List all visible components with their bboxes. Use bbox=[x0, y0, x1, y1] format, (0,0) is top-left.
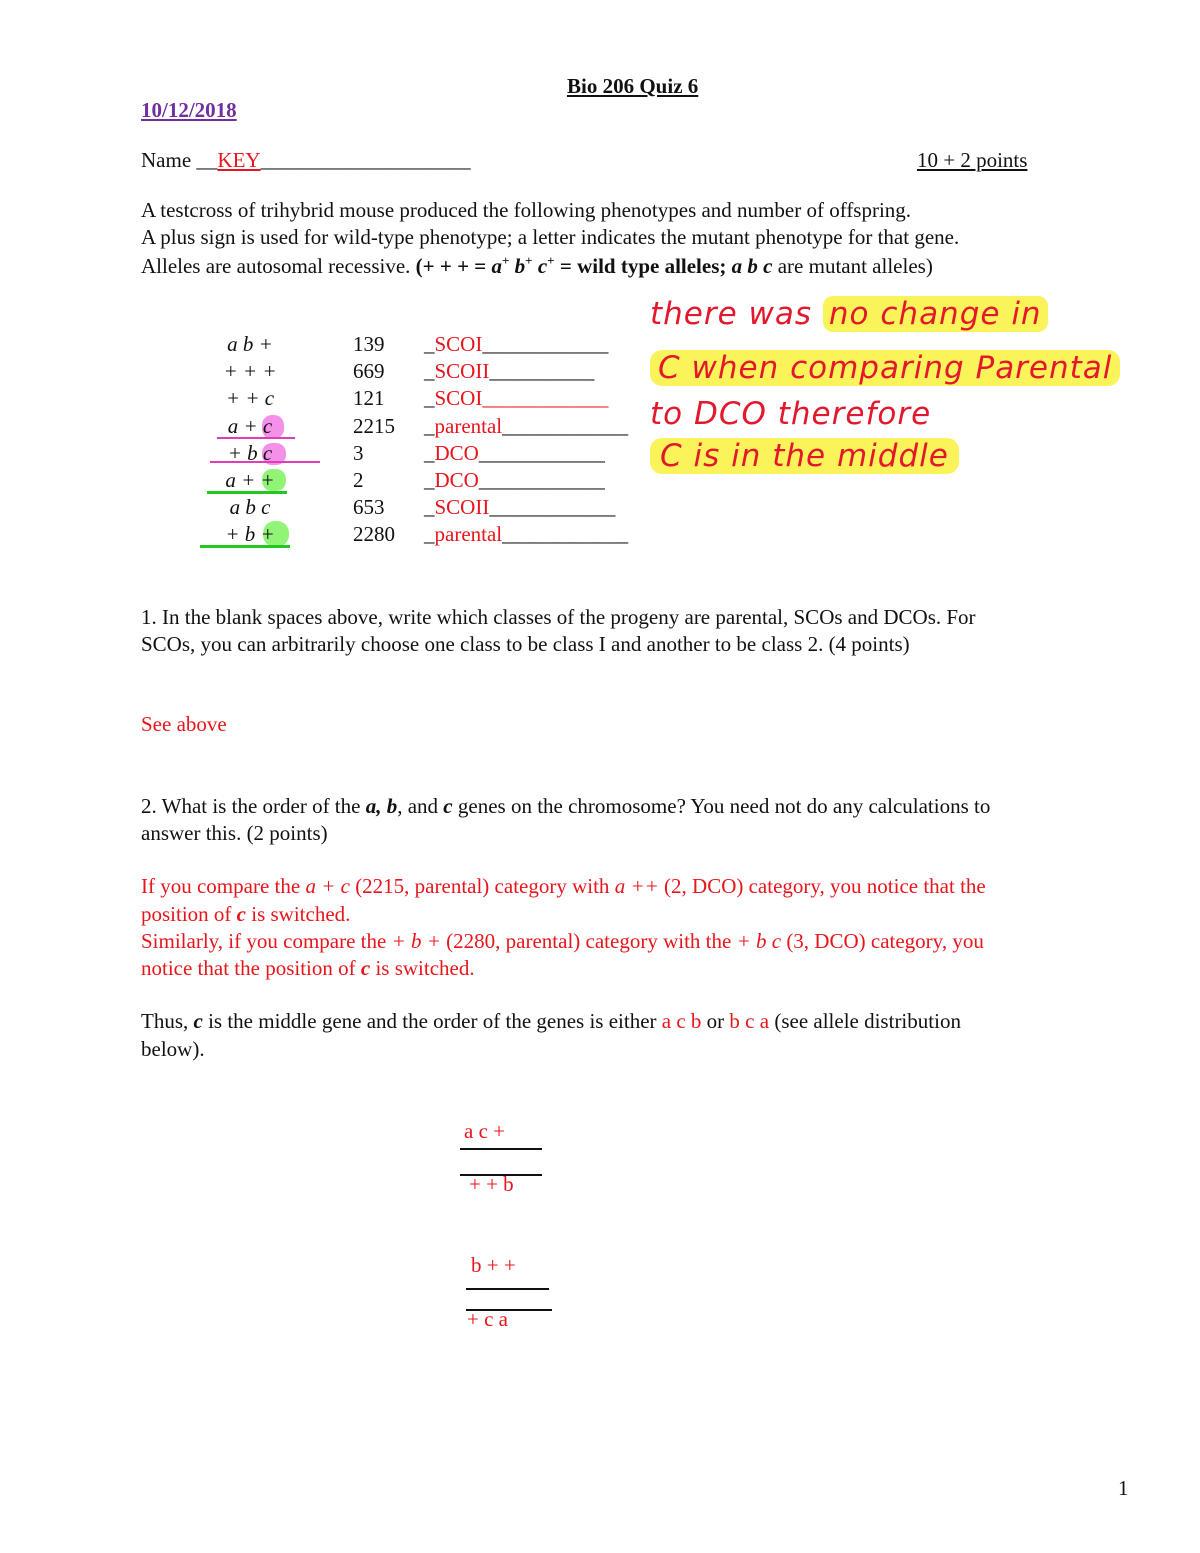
class-field bbox=[424, 495, 615, 520]
q2-answer-line-1 bbox=[141, 874, 986, 899]
blank-prefix: _ bbox=[424, 522, 435, 546]
class-answer: parental bbox=[434, 414, 503, 438]
phenotype: a + c bbox=[227, 414, 273, 438]
ans-phenotype: + b + bbox=[391, 929, 441, 953]
q1-text-line-2: SCOs, you can arbitrarily choose one class to be class I and another to be class 2. (4 points) bbox=[141, 632, 910, 656]
offspring-count: 669 bbox=[353, 359, 385, 383]
ans-text: (2215, parental) category with bbox=[349, 874, 615, 898]
offspring-count: 2280 bbox=[353, 522, 395, 546]
diagram-1-top: a c + bbox=[464, 1119, 505, 1143]
class-answer: parental bbox=[434, 522, 503, 546]
note-text: there was bbox=[650, 296, 823, 332]
diagram-1-divider bbox=[460, 1148, 542, 1150]
class-field bbox=[424, 359, 594, 384]
blank-tail: ____________ bbox=[502, 522, 629, 546]
offspring-count: 121 bbox=[353, 386, 385, 410]
sup-plus: + bbox=[547, 253, 555, 268]
q1-answer: See above bbox=[141, 712, 227, 736]
phenotype: a b c bbox=[229, 495, 271, 519]
diagram-2-top: b + + bbox=[471, 1253, 516, 1277]
handwritten-note-line-3: to DCO therefore bbox=[650, 396, 932, 432]
conclusion-text: Thus, bbox=[141, 1009, 194, 1033]
conclusion-text: or bbox=[701, 1009, 730, 1033]
q2-answer-line-4 bbox=[141, 956, 475, 981]
intro-line-3 bbox=[141, 253, 933, 279]
wildtype-label: wild type alleles; bbox=[577, 254, 732, 278]
gene-c: c bbox=[236, 902, 246, 926]
class-field bbox=[424, 386, 608, 411]
offspring-count: 139 bbox=[353, 332, 385, 356]
ans-phenotype: a + c bbox=[305, 874, 350, 898]
class-answer: DCO bbox=[434, 441, 479, 465]
intro-line-3-end: are mutant alleles) bbox=[772, 254, 933, 278]
ans-text: (3, DCO) category, you bbox=[781, 929, 984, 953]
q1-text-line-1: 1. In the blank spaces above, write which classes of the progeny are parental, SCOs and DCOs. For bbox=[141, 605, 976, 629]
blank-tail: ____________ bbox=[478, 441, 605, 465]
allele-b: b bbox=[514, 254, 526, 278]
allele-a: a bbox=[491, 254, 502, 278]
intro-line-1: A testcross of trihybrid mouse produced the following phenotypes and number of offspring. bbox=[141, 198, 912, 222]
conclusion-text: is the middle gene and the order of the genes is either bbox=[202, 1009, 662, 1033]
blank-prefix: _ bbox=[424, 441, 435, 465]
class-answer: SCOI bbox=[434, 332, 483, 356]
q2-conclusion-line-2: below). bbox=[141, 1037, 205, 1061]
class-answer: SCOI bbox=[434, 386, 483, 410]
blank-tail: __________ bbox=[489, 359, 595, 383]
handwritten-note-line-2 bbox=[650, 350, 1120, 386]
ans-text: (2, DCO) category, you notice that the bbox=[658, 874, 986, 898]
q2-and: , and bbox=[397, 794, 444, 818]
name-label: Name __ bbox=[141, 148, 218, 172]
page-number: 1 bbox=[1118, 1476, 1129, 1500]
gene-a: a, bbox=[365, 794, 382, 818]
blank-tail: ____________ bbox=[478, 468, 605, 492]
ans-text: position of bbox=[141, 902, 237, 926]
q2-answer-line-2 bbox=[141, 902, 350, 927]
name-blank: ____________________ bbox=[260, 148, 471, 172]
class-field bbox=[424, 332, 608, 357]
blank-tail: ____________ bbox=[482, 386, 609, 410]
gene-c: c bbox=[443, 794, 453, 818]
equals: = bbox=[554, 254, 578, 278]
class-answer: SCOII bbox=[434, 359, 490, 383]
blank-prefix: _ bbox=[424, 495, 435, 519]
sup-plus: + bbox=[502, 253, 510, 268]
blank-tail: ____________ bbox=[482, 332, 609, 356]
ans-text: (2280, parental) category with the bbox=[440, 929, 737, 953]
allele-c: c bbox=[537, 254, 548, 278]
phenotype: + b + bbox=[225, 522, 275, 546]
handwritten-note-line-1 bbox=[650, 296, 1048, 332]
q2-text-line-1 bbox=[141, 794, 990, 819]
blank-prefix: _ bbox=[424, 414, 435, 438]
note-highlight: C is in the middle bbox=[650, 438, 959, 474]
intro-line-3-text: Alleles are autosomal recessive. bbox=[141, 254, 416, 278]
phenotype: a + + bbox=[225, 468, 275, 492]
class-field bbox=[424, 522, 628, 547]
class-field bbox=[424, 468, 605, 493]
intro-line-2: A plus sign is used for wild-type phenotype; a letter indicates the mutant phenotype for that gene. bbox=[141, 225, 960, 249]
q2-text: 2. What is the order of the bbox=[141, 794, 366, 818]
points-total: 10 + 2 points bbox=[917, 148, 1028, 172]
blank-tail: ____________ bbox=[489, 495, 616, 519]
gene-order-2: b c a bbox=[729, 1009, 770, 1033]
gene-order-1: a c b bbox=[661, 1009, 702, 1033]
conclusion-text: (see allele distribution bbox=[769, 1009, 961, 1033]
blank-prefix: _ bbox=[424, 386, 435, 410]
blank-prefix: _ bbox=[424, 468, 435, 492]
quiz-title: Bio 206 Quiz 6 bbox=[567, 74, 699, 98]
q2-text-end: genes on the chromosome? You need not do any calculations to bbox=[452, 794, 991, 818]
gene-c: c bbox=[193, 1009, 203, 1033]
ans-text: notice that the position of bbox=[141, 956, 361, 980]
name-value: KEY bbox=[217, 148, 261, 172]
class-field bbox=[424, 441, 605, 466]
offspring-count: 2 bbox=[353, 468, 364, 492]
ans-phenotype: a ++ bbox=[614, 874, 659, 898]
q2-text-line-2: answer this. (2 points) bbox=[141, 821, 328, 845]
phenotype: a b + bbox=[227, 332, 273, 356]
note-highlight: no change in bbox=[823, 296, 1048, 332]
ans-text: is switched. bbox=[370, 956, 475, 980]
quiz-date: 10/12/2018 bbox=[141, 98, 237, 122]
phenotype: + b c bbox=[227, 441, 273, 465]
class-answer: SCOII bbox=[434, 495, 490, 519]
q2-answer-line-3 bbox=[141, 929, 984, 954]
name-line bbox=[141, 148, 471, 173]
blank-prefix: _ bbox=[424, 359, 435, 383]
offspring-count: 653 bbox=[353, 495, 385, 519]
mutant-alleles: a b c bbox=[731, 254, 773, 278]
intro-wildtype-open: (+ + + = bbox=[415, 254, 492, 278]
gene-c: c bbox=[360, 956, 371, 980]
ans-text: is switched. bbox=[246, 902, 351, 926]
phenotype: + + c bbox=[225, 386, 275, 410]
offspring-count: 2215 bbox=[353, 414, 395, 438]
handwritten-note-line-4 bbox=[650, 438, 959, 474]
offspring-count: 3 bbox=[353, 441, 364, 465]
blank-tail: ____________ bbox=[502, 414, 629, 438]
note-highlight: C when comparing Parental bbox=[650, 350, 1120, 386]
class-field bbox=[424, 414, 628, 439]
class-answer: DCO bbox=[434, 468, 479, 492]
diagram-2-divider bbox=[466, 1288, 549, 1290]
diagram-2-bottom: + c a bbox=[467, 1307, 508, 1331]
phenotype: + + + bbox=[223, 359, 277, 383]
ans-phenotype: + b c bbox=[736, 929, 782, 953]
blank-prefix: _ bbox=[424, 332, 435, 356]
sup-plus: + bbox=[525, 253, 533, 268]
q2-conclusion-line-1 bbox=[141, 1009, 961, 1034]
diagram-1-bottom: + + b bbox=[469, 1172, 514, 1196]
ans-text: Similarly, if you compare the bbox=[141, 929, 392, 953]
ans-text: If you compare the bbox=[141, 874, 306, 898]
gene-b: b bbox=[386, 794, 398, 818]
